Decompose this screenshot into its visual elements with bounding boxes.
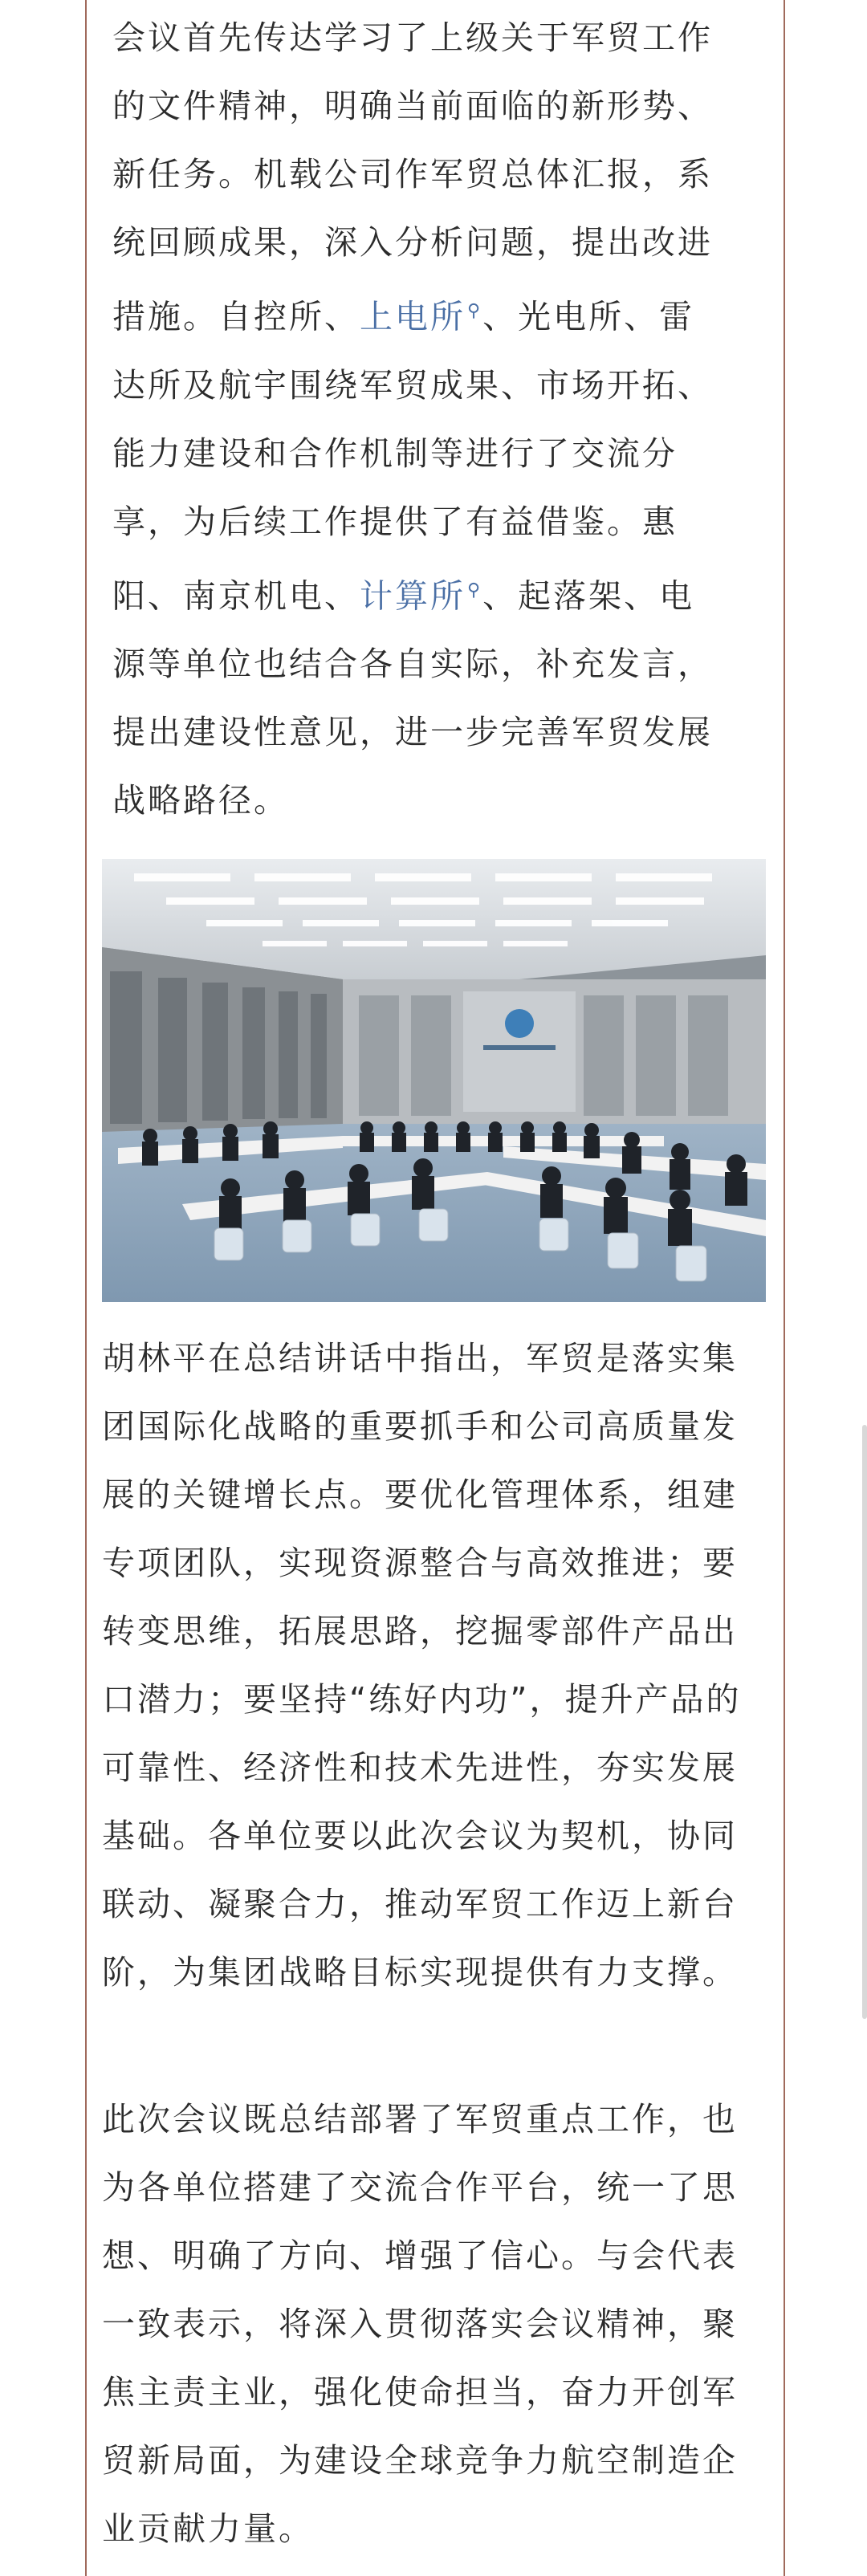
paragraph-1 bbox=[112, 4, 755, 835]
conference-room-illustration bbox=[102, 859, 766, 1302]
text-line: 达所及航宇围绕军贸成果、市场开拓、 bbox=[112, 365, 713, 405]
text-line: 能力建设和合作机制等进行了交流分 bbox=[112, 433, 678, 473]
scrollbar-thumb[interactable] bbox=[862, 1425, 867, 2019]
text-line: 战略路径。 bbox=[112, 781, 289, 820]
meeting-photo[interactable] bbox=[102, 859, 766, 1302]
text-line bbox=[112, 277, 755, 352]
text-fragment: 、起落架、电 bbox=[482, 576, 695, 616]
text-line: 源等单位也结合各自实际，补充发言， bbox=[112, 645, 713, 684]
text-line: 焦主责主业，强化使命担当，奋力开创军 bbox=[102, 2373, 738, 2411]
search-icon[interactable]: ⚲ bbox=[467, 301, 483, 321]
text-line: 贸新局面，为建设全球竞争力航空制造企 bbox=[102, 2441, 738, 2480]
text-line: 新任务。机载公司作军贸总体汇报，系 bbox=[112, 155, 713, 193]
text-line: 会议首先传达学习了上级关于军贸工作 bbox=[112, 18, 713, 57]
paragraph-3 bbox=[102, 2086, 766, 2563]
keyword-link-shangdiansuo[interactable]: 上电所 bbox=[360, 297, 466, 336]
text-line: 口潜力；要坚持“练好内功”，提升产品的 bbox=[102, 1680, 742, 1719]
text-line: 一致表示，将深入贯彻落实会议精神，聚 bbox=[102, 2305, 738, 2343]
text-line: 为各单位搭建了交流合作平台，统一了思 bbox=[102, 2168, 738, 2207]
text-line: 此次会议既总结部署了军贸重点工作，也 bbox=[102, 2100, 738, 2139]
paragraph-2 bbox=[102, 1325, 766, 2007]
text-line: 可靠性、经济性和技术先进性，夯实发展 bbox=[102, 1748, 738, 1787]
text-line: 转变思维，拓展思路，挖掘零部件产品出 bbox=[102, 1612, 738, 1650]
text-line: 胡林平在总结讲话中指出，军贸是落实集 bbox=[102, 1339, 738, 1378]
search-icon[interactable]: ⚲ bbox=[467, 580, 483, 600]
text-line: 提出建设性意见，进一步完善军贸发展 bbox=[112, 713, 713, 752]
text-line: 专项团队，实现资源整合与高效推进；要 bbox=[102, 1544, 738, 1582]
text-fragment: 、光电所、雷 bbox=[482, 297, 695, 336]
text-line: 联动、凝聚合力，推动军贸工作迈上新台 bbox=[102, 1885, 738, 1923]
text-line: 业贡献力量。 bbox=[102, 2509, 314, 2548]
keyword-link-jisuansuo[interactable]: 计算所 bbox=[360, 576, 466, 616]
text-line: 基础。各单位要以此次会议为契机，协同 bbox=[102, 1817, 738, 1855]
text-line: 想、明确了方向、增强了信心。与会代表 bbox=[102, 2236, 738, 2275]
text-fragment: 措施。自控所、 bbox=[112, 297, 360, 336]
text-line: 展的关键增长点。要优化管理体系，组建 bbox=[102, 1475, 738, 1514]
text-line: 阶，为集团战略目标实现提供有力支撑。 bbox=[102, 1953, 738, 1992]
text-fragment: 阳、南京机电、 bbox=[112, 576, 360, 616]
company-logo-icon bbox=[505, 1009, 534, 1038]
text-line bbox=[112, 556, 755, 631]
text-line: 统回顾成果，深入分析问题，提出改进 bbox=[112, 223, 713, 262]
text-line: 享，为后续工作提供了有益借鉴。惠 bbox=[112, 502, 678, 541]
text-line: 团国际化战略的重要抓手和公司高质量发 bbox=[102, 1407, 738, 1446]
text-line: 的文件精神，明确当前面临的新形势、 bbox=[112, 87, 713, 125]
